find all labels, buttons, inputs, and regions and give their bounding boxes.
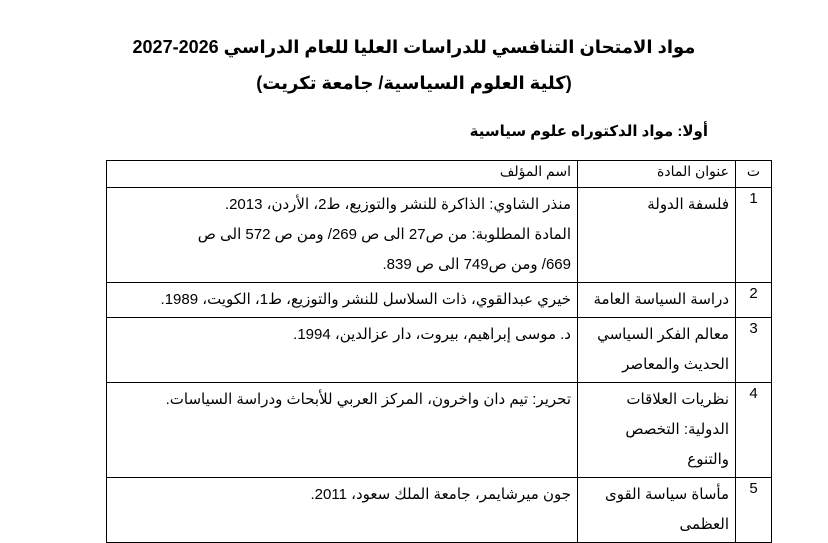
- title-line-1: مواد الامتحان التنافسي للدراسات العليا للعام الدراسي 2026-2027: [132, 37, 696, 57]
- row-title: فلسفة الدولة: [578, 188, 736, 283]
- row-author: [107, 383, 578, 478]
- row-num: 2: [736, 283, 772, 318]
- table-row: [107, 318, 772, 383]
- row-author: [107, 318, 578, 383]
- table-row: [107, 383, 772, 478]
- section-heading: أولا: مواد الدكتوراه علوم سياسية: [469, 123, 708, 140]
- row-author-text: منذر الشاوي: الذاكرة للنشر والتوزيع، ط2، الأردن، 2013. المادة المطلوبة: من ص27 الى ص 269/ ومن ص 572 الى ص 669/ ومن ص749 الى ص 839.: [197, 196, 571, 273]
- row-title: مأساة سياسة القوى العظمى: [578, 478, 736, 543]
- header-title: عنوان المادة: [578, 161, 736, 188]
- header-num: ت: [736, 161, 772, 188]
- row-author-text: جون ميرشايمر، جامعة الملك سعود، 2011.: [310, 486, 571, 503]
- row-title: معالم الفكر السياسي الحديث والمعاصر: [578, 318, 736, 383]
- row-num: 4: [736, 383, 772, 478]
- header-author: اسم المؤلف: [107, 161, 578, 188]
- row-author: [107, 283, 578, 318]
- row-author: [107, 188, 578, 283]
- table-row: [107, 478, 772, 543]
- row-author-text: د. موسى إبراهيم، بيروت، دار عزالدين، 1994.: [293, 326, 571, 343]
- title-line-2: (كلية العلوم السياسية/ جامعة تكريت): [256, 73, 572, 93]
- materials-table: [106, 160, 772, 543]
- row-num: 1: [736, 188, 772, 283]
- table-header-row: [107, 161, 772, 188]
- document-title: [0, 34, 828, 106]
- row-title: دراسة السياسة العامة: [578, 283, 736, 318]
- row-num: 3: [736, 318, 772, 383]
- table-row: [107, 188, 772, 283]
- row-title: نظريات العلاقات الدولية: التخصص والتنوع: [578, 383, 736, 478]
- row-author: [107, 478, 578, 543]
- row-num: 5: [736, 478, 772, 543]
- table-row: [107, 283, 772, 318]
- row-author-text: تحرير: تيم دان واخرون، المركز العربي للأبحاث ودراسة السياسات.: [165, 391, 571, 408]
- row-author-text: خيري عبدالقوي، ذات السلاسل للنشر والتوزيع، ط1، الكويت، 1989.: [160, 291, 571, 308]
